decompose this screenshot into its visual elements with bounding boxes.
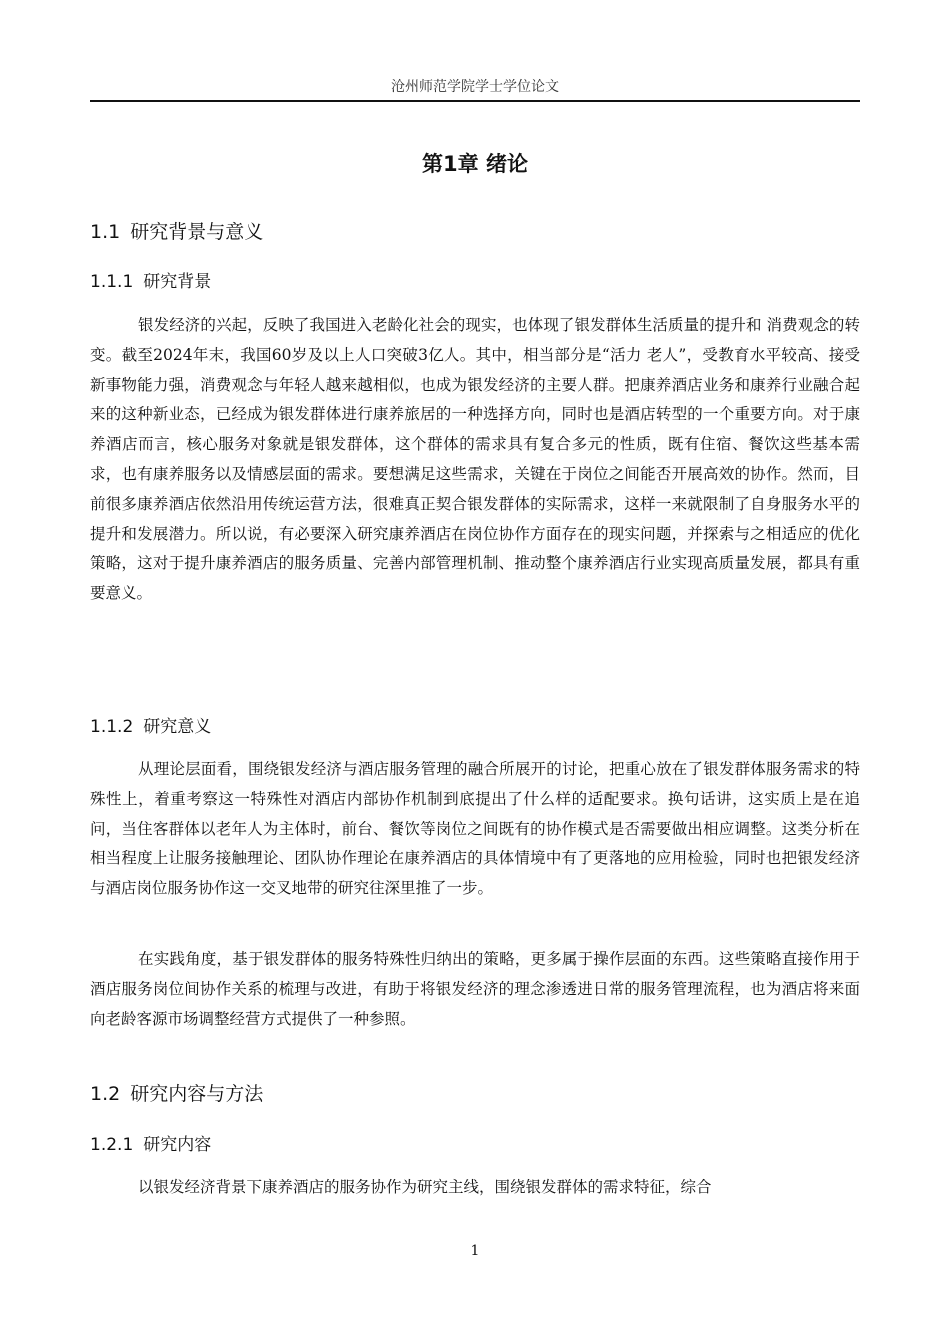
section-title: 研究内容 <box>143 1135 212 1155</box>
section-title: 研究背景与意义 <box>130 221 264 243</box>
running-header: 沧州师范学院学士学位论文 <box>391 79 559 95</box>
section-title: 研究意义 <box>143 717 212 737</box>
paragraph-significance-theory: 从理论层面看，围绕银发经济与酒店服务管理的融合所展开的讨论，把重心放在了银发群体服务需求的特殊性上，着重考察这一特殊性对酒店内部协作机制到底提出了什么样的适配要求。换句话讲，这实质上是在追问，当住客群体以老年人为主体时，前台、餐饮等岗位之间既有的协作模式是否需要做出相应调整。这类分析在相当程度上让服务接触理论、团队协作理论在康养酒店的具体情境中有了更落地的应用检验，同时也把银发经济与酒店岗位服务协作这一交叉地带的研究往深里推了一步。 <box>90 760 860 898</box>
section-number: 1.2.1 <box>90 1135 134 1155</box>
section-heading-1-2-1 <box>90 1133 211 1157</box>
paragraph-background: 银发经济的兴起，反映了我国进入老龄化社会的现实，也体现了银发群体生活质量的提升和 消费观念的转变。截至2024年末，我国60岁及以上人口突破3亿人。其中，相当部分是“活力 老人”，受教育水平较高、接受新事物能力强，消费观念与年轻人越来越相似，也成为银发经济的主要人群。把康养酒店业务和康养行业融合起来的这种新业态，已经成为银发群体进行康养旅居的一种选择方向，同时也是酒店转型的一个重要方向。对于康养酒店而言，核心服务对象就是银发群体，这个群体的需求具有复合多元的性质，既有住宿、餐饮这些基本需求，也有康养服务以及情感层面的需求。要想满足这些需求，关键在于岗位之间能否开展高效的协作。然而，目前很多康养酒店依然沿用传统运营方法，很难真正契合银发群体的实际需求，这样一来就限制了自身服务水平的提升和发展潜力。所以说，有必要深入研究康养酒店在岗位协作方面存在的现实问题，并探索与之相适应的优化策略，这对于提升康养酒店的服务质量、完善内部管理机制、推动整个康养酒店行业实现高质量发展，都具有重要意义。 <box>90 316 860 603</box>
section-number: 1.2 <box>90 1083 121 1105</box>
paragraph-content: 以银发经济背景下康养酒店的服务协作为研究主线，围绕银发群体的需求特征，综合 <box>138 1178 712 1196</box>
section-heading-1-2 <box>90 1081 263 1107</box>
section-number: 1.1 <box>90 221 121 243</box>
section-heading-1-1 <box>90 219 263 245</box>
section-heading-1-1-2 <box>90 715 211 739</box>
section-number: 1.1.1 <box>90 272 134 292</box>
page-number: 1 <box>470 1243 480 1259</box>
section-title: 研究内容与方法 <box>130 1083 264 1105</box>
header-rule <box>90 100 860 102</box>
chapter-title: 第1章 绪论 <box>422 152 528 176</box>
section-heading-1-1-1 <box>90 270 211 294</box>
paragraph-significance-practice: 在实践角度，基于银发群体的服务特殊性归纳出的策略，更多属于操作层面的东西。这些策略直接作用于酒店服务岗位间协作关系的梳理与改进，有助于将银发经济的理念渗透进日常的服务管理流程，也为酒店将来面向老龄客源市场调整经营方式提供了一种参照。 <box>90 950 860 1028</box>
section-title: 研究背景 <box>143 272 212 292</box>
section-number: 1.1.2 <box>90 717 134 737</box>
